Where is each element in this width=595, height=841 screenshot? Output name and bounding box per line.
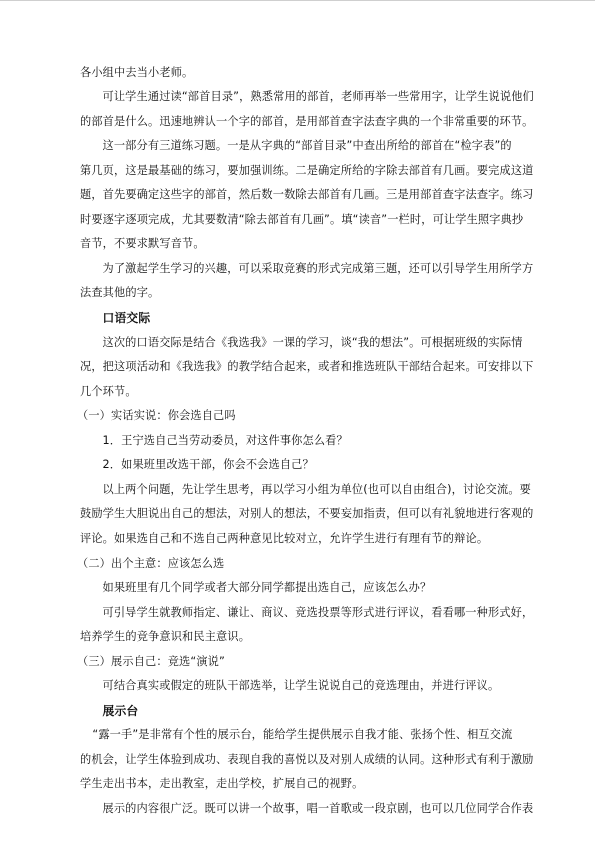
text-line: 评论。如果选自己和不选自己两种意见比较对立，允许学生进行有理有节的辩论。 — [80, 531, 489, 545]
text-line: 几个环节。 — [80, 384, 137, 398]
text-line: 2．如果班里改选干部，你会不会选自己？ — [102, 458, 314, 472]
text-line: 时要逐字逐项完成，尤其要数清“除去部首有几画”。填“读音”一栏时，可让学生照字典抄 — [80, 212, 524, 226]
text-line: 鼓励学生大胆说出自己的想法，对别人的想法，不要妄加指责，但可以有礼貌地进行客观的 — [80, 507, 534, 521]
text-line: 的机会，让学生体验到成功、表现自我的喜悦以及对别人成绩的认同。这种形式有利于激励 — [80, 752, 534, 766]
text-line: 培养学生的竞争意识和民主意识。 — [80, 630, 251, 644]
text-line: 可引导学生就教师指定、谦让、商议、竞选投票等形式进行评议，看看哪一种形式好， — [102, 605, 534, 619]
text-line: （二）出个主意：应该怎么选 — [77, 556, 225, 570]
text-line: 这次的口语交际是结合《我选我》一课的学习，谈“我的想法”。可根据班级的实际情 — [102, 335, 523, 349]
text-line: 展示的内容很广泛。既可以讲一个故事，唱一首歌或一段京剧，也可以几位同学合作表 — [102, 802, 534, 815]
text-line: 如果班里有几个同学或者大部分同学都提出选自己，应该怎么办？ — [102, 581, 432, 595]
text-line: 第几页，这是最基础的练习，要加强训练。二是确定所给的字除去部首有几画。要完成这道 — [80, 163, 534, 177]
text-line: 的部首是什么。迅速地辨认一个字的部首，是用部首查字法查字典的一个非常重要的环节。 — [80, 114, 534, 128]
text-line: 况，把这项活动和《我选我》的教学结合起来，或者和推选班队干部结合起来。可安排以下 — [80, 360, 534, 374]
text-line: “露一手”是非常有个性的展示台，能给学生提供展示自我才能、张扬个性、相互交流 — [92, 728, 513, 742]
text-line: 学生走出书本，走出教室，走出学校，扩展自己的视野。 — [80, 777, 364, 791]
text-line: 为了激起学生学习的兴趣，可以采取竞赛的形式完成第三题，还可以引导学生用所学方 — [102, 261, 534, 275]
text-line: （三）展示自己：竞选“演说” — [77, 654, 225, 668]
text-line: 法查其他的字。 — [80, 286, 160, 300]
text-line: （一）实话实说：你会选自己吗 — [77, 409, 236, 423]
section-heading: 展示台 — [102, 703, 139, 718]
text-line: 各小组中去当小老师。 — [80, 65, 194, 79]
section-heading: 口语交际 — [102, 311, 151, 325]
text-line: 这一部分有三道练习题。一是从字典的“部首目录”中查出所给的部首在“检字表”的 — [102, 139, 512, 153]
text-line: 以上两个问题，先让学生思考，再以学习小组为单位(也可以自由组合)，讨论交流。要 — [102, 482, 532, 496]
text-line: 题，首先要确定这些字的部首，然后数一数除去部首有几画。三是用部首查字法查字。练习 — [80, 188, 534, 202]
text-line: 可结合真实或假定的班队干部选举，让学生说说自己的竞选理由，并进行评议。 — [102, 679, 500, 693]
text-line: 1．王宁选自己当劳动委员，对这件事你怎么看？ — [102, 433, 348, 447]
text-line: 可让学生通过读“部首目录”，熟悉常用的部首，老师再举一些常用字，让学生说说他们 — [102, 90, 534, 104]
text-line: 音节，不要求默写音节。 — [80, 237, 205, 251]
